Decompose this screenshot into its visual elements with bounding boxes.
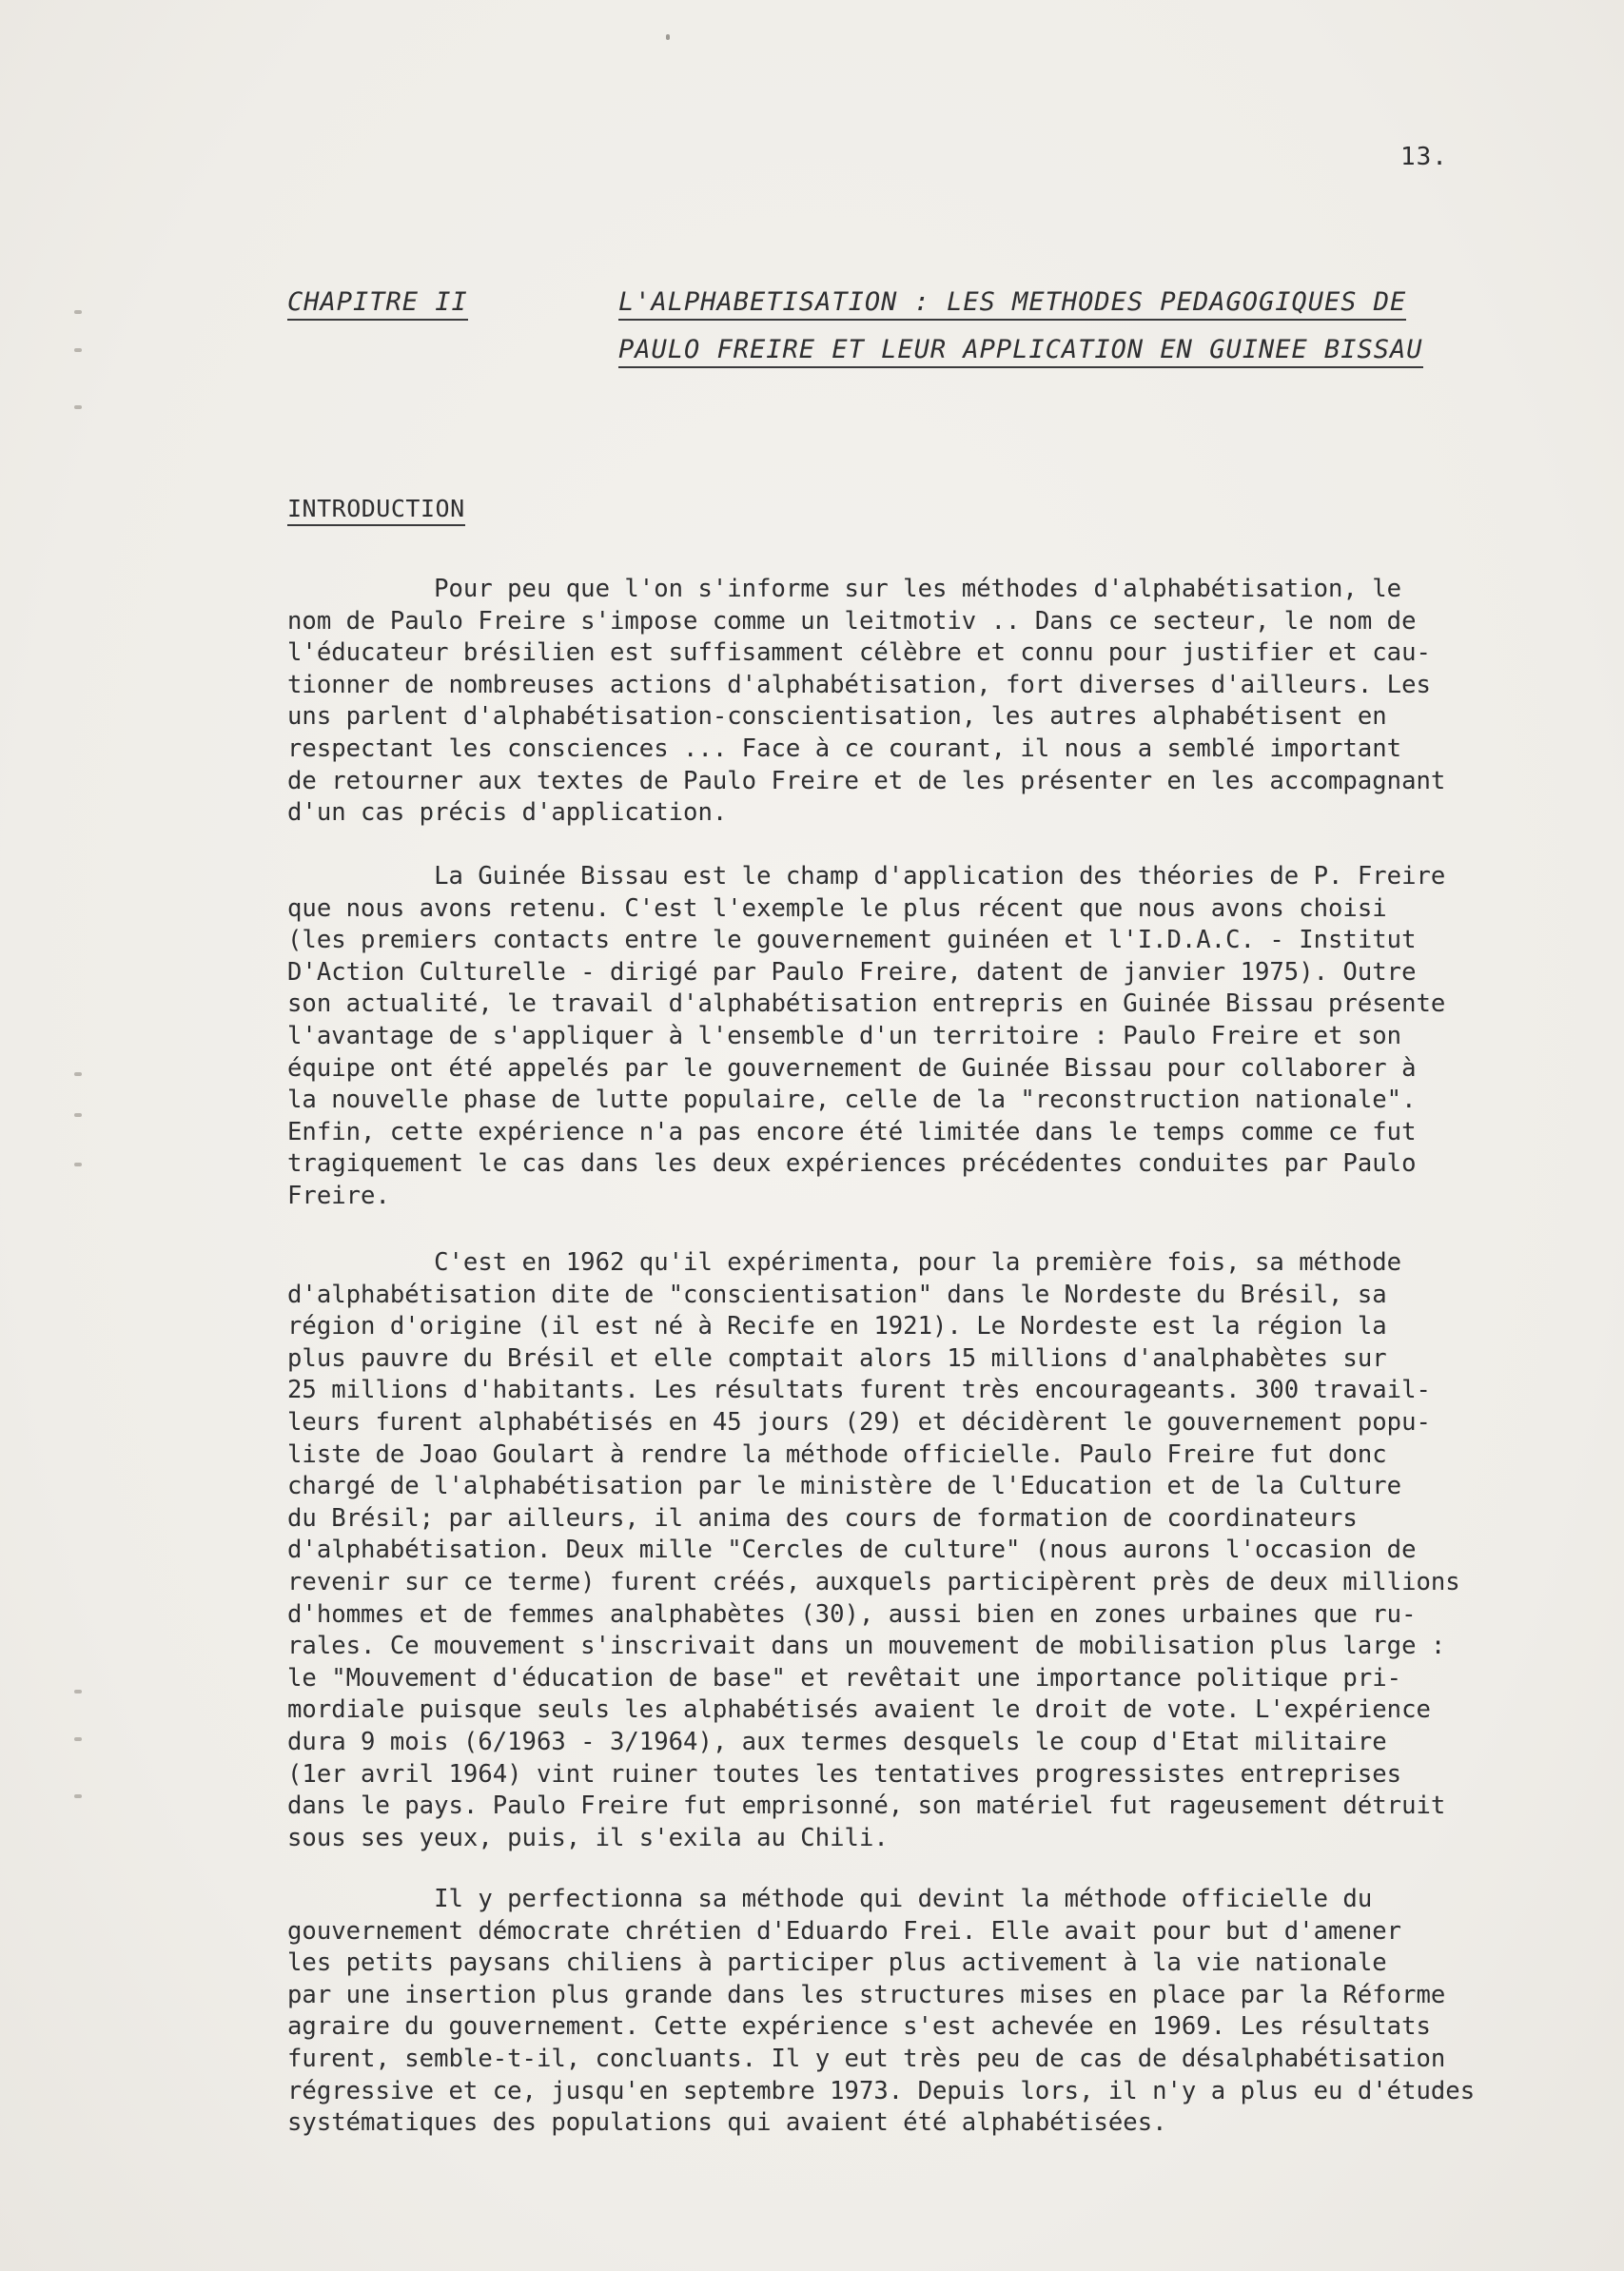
binder-hole-mark <box>74 1737 82 1741</box>
paper-speck <box>666 34 670 40</box>
chapter-title-line-2-text: PAULO FREIRE ET LEUR APPLICATION EN GUINEE BISSAU <box>618 335 1423 368</box>
paragraph-2: La Guinée Bissau est le champ d'application des théories de P. Freire que nous avons retenu. C'est l'exemple le plus récent que nous avons choisi (les premiers contacts entre le gouvernement guinéen et l'I.D.A.C. - Institut D'Action Culturelle - dirigé par Paulo Freire, datent de janvier 1975). Outre son actualité, le travail d'alphabétisation entrepris en Guinée Bissau présente l'avantage de s'appliquer à l'ensemble d'un territoire : Paulo Freire et son équipe ont été appelés par le gouvernement de Guinée Bissau pour collaborer à la nouvelle phase de lutte populaire, celle de la "reconstruction nationale". Enfin, cette expérience n'a pas encore été limitée dans le temps comme ce fut tragiquement le cas dans les deux expériences précédentes conduites par Paulo Freire. <box>287 862 1446 1210</box>
section-heading <box>287 495 465 526</box>
section-heading-text: INTRODUCTION <box>287 495 465 526</box>
chapter-title-line-1-text: L'ALPHABETISATION : LES METHODES PEDAGOGIQUES DE <box>618 287 1406 321</box>
binder-hole-mark <box>74 1072 82 1076</box>
binder-hole-mark <box>74 405 82 409</box>
binder-hole-mark <box>74 310 82 314</box>
chapter-title-line-1 <box>618 287 1406 321</box>
chapter-label <box>287 287 468 321</box>
binder-hole-mark <box>74 1113 82 1117</box>
page-number: 13. <box>1400 143 1448 171</box>
binder-hole-mark <box>74 1163 82 1166</box>
binder-hole-mark <box>74 1794 82 1798</box>
paragraph-4: Il y perfectionna sa méthode qui devint la méthode officielle du gouvernement démocrate chrétien d'Eduardo Frei. Elle avait pour but d'amener les petits paysans chiliens à participer plus activement à la vie nationale par une insertion plus grande dans les structures mises en place par la Réforme agraire du gouvernement. Cette expérience s'est achevée en 1969. Les résultats furent, semble-t-il, concluants. Il y eut très peu de cas de désalphabétisation régressive et ce, jusqu'en septembre 1973. Depuis lors, il n'y a plus eu d'études systématiques des populations qui avaient été alphabétisées. <box>287 1885 1476 2138</box>
binder-hole-mark <box>74 348 82 352</box>
chapter-label-text: CHAPITRE II <box>287 287 468 321</box>
binder-hole-mark <box>74 1690 82 1693</box>
chapter-title-line-2 <box>618 335 1423 368</box>
paragraph-1: Pour peu que l'on s'informe sur les méthodes d'alphabétisation, le nom de Paulo Freire s'impose comme un leitmotiv .. Dans ce secteur, le nom de l'éducateur brésilien est suffisamment célèbre et connu pour justifier et cau- tionner de nombreuses actions d'alphabétisation, fort diverses d'ailleurs. Les uns parlent d'alphabétisation-conscientisation, les autres alphabétisent en respectant les consciences ... Face à ce courant, il nous a semblé important de retourner aux textes de Paulo Freire et de les présenter en les accompagnant d'un cas précis d'application. <box>287 575 1446 828</box>
paragraph-3: C'est en 1962 qu'il expérimenta, pour la première fois, sa méthode d'alphabétisation dite de "conscientisation" dans le Nordeste du Brésil, sa région d'origine (il est né à Recife en 1921). Le Nordeste est la région la plus pauvre du Brésil et elle comptait alors 15 millions d'analphabètes sur 25 millions d'habitants. Les résultats furent très encourageants. 300 travail- leurs furent alphabétisés en 45 jours (29) et décidèrent le gouvernement popu- liste de Joao Goulart à rendre la méthode officielle. Paulo Freire fut donc chargé de l'alphabétisation par le ministère de l'Education et de la Culture du Brésil; par ailleurs, il anima des cours de formation de coordinateurs d'alphabétisation. Deux mille "Cercles de culture" (nous aurons l'occasion de revenir sur ce terme) furent créés, auxquels participèrent près de deux millions d'hommes et de femmes analphabètes (30), aussi bien en zones urbaines que ru- rales. Ce mouvement s'inscrivait dans un mouvement de mobilisation plus large : le "Mouvement d'éducation de base" et revêtait une importance politique pri- mordiale puisque seuls les alphabétisés avaient le droit de vote. L'expérience dura 9 mois (6/1963 - 3/1964), aux termes desquels le coup d'Etat militaire (1er avril 1964) vint ruiner toutes les tentatives progressistes entreprises dans le pays. Paulo Freire fut emprisonné, son matériel fut rageusement détruit sous ses yeux, puis, il s'exila au Chili. <box>287 1248 1460 1852</box>
